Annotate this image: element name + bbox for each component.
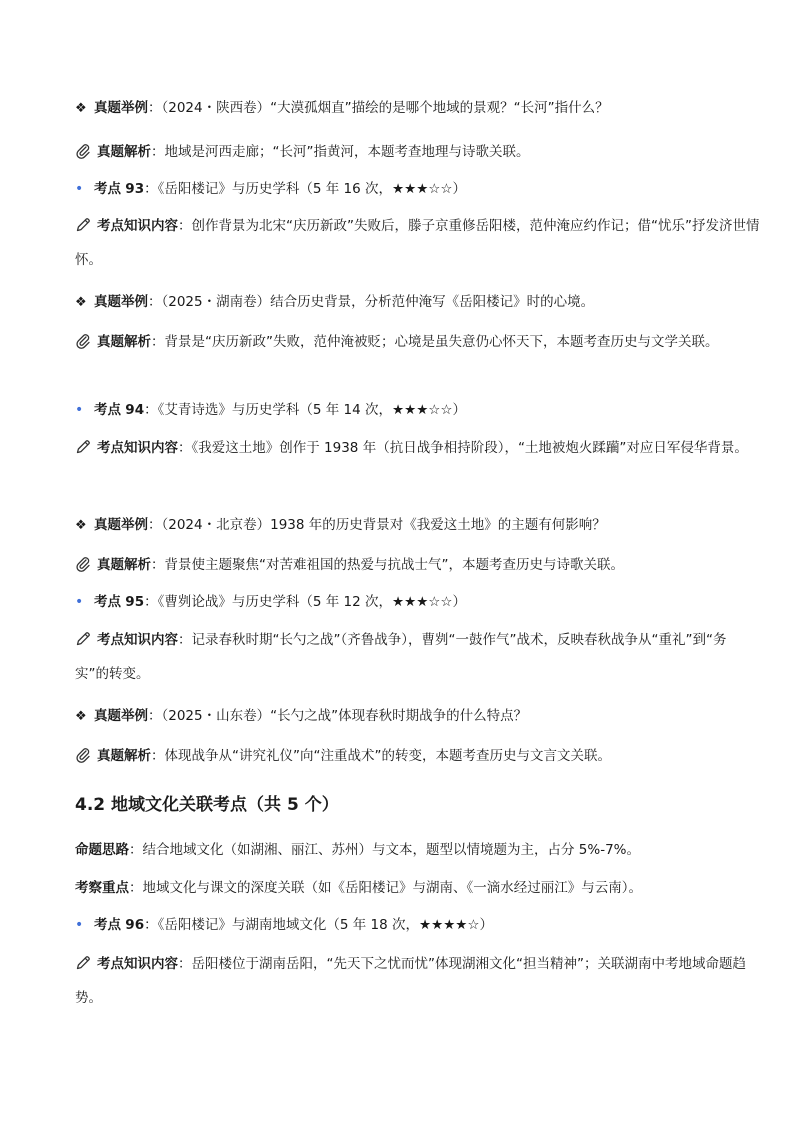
thinking-label: 命题思路 [75,842,129,858]
diamond-icon: ❖ [75,709,87,724]
knowledge-label: 考点知识内容 [97,956,178,972]
knowledge-text: ：创作背景为北宋“庆历新政”失败后，滕子京重修岳阳楼，范仲淹应约作记；借“忧乐”抒发济世情怀。 [75,218,760,268]
analysis-text: ：体现战争从“讲究礼仪”向“注重战术”的转变，本题考查历史与文言文关联。 [151,748,611,764]
point-number: 93 [125,181,145,197]
example-label: 真题举例 [94,100,148,116]
point-text: ：《岳阳楼记》与湖南地域文化（5 年 18 次，★★★★☆） [144,917,493,933]
example-text: ：（2025・山东卷）“长勺之战”体现春秋时期战争的什么特点？ [148,708,528,724]
example-label: 真题举例 [94,294,148,310]
section-heading: 4.2 地域文化关联考点（共 5 个） [75,795,339,815]
knowledge-text: ：记录春秋时期“长勺之战”（齐鲁战争），曹刿“一鼓作气”战术，反映春秋战争从“重礼”到“务实”的转变。 [75,632,727,682]
example-label: 真题举例 [94,517,148,533]
analysis-text: ：地域是河西走廊；“长河”指黄河，本题考查地理与诗歌关联。 [151,144,530,160]
paperclip-icon [75,330,97,361]
pencil-icon [75,952,97,983]
point-number: 96 [125,917,145,933]
example-line [75,97,760,120]
pencil-icon [75,214,97,245]
example-text: ：（2025・湖南卷）结合历史背景，分析范仲淹写《岳阳楼记》时的心境。 [148,294,595,310]
point-text: ：《曹刿论战》与历史学科（5 年 12 次，★★★☆☆） [144,594,466,610]
analysis-label: 真题解析 [97,748,151,764]
pencil-icon [75,628,97,659]
paperclip-icon [75,143,97,166]
knowledge-label: 考点知识内容 [97,218,178,234]
knowledge-label: 考点知识内容 [97,632,178,648]
paperclip-icon [75,747,97,770]
knowledge-line [75,625,760,690]
analysis-text: ：背景使主题聚焦“对苦难祖国的热爱与抗战士气”，本题考查历史与诗歌关联。 [151,557,624,573]
point-label: 考点 [94,181,121,197]
thinking-line [75,839,760,861]
example-text: ：（2024・北京卷）1938 年的历史背景对《我爱这土地》的主题有何影响？ [148,517,606,533]
point-line [75,399,760,421]
example-text: ：（2024・陕西卷）“大漠孤烟直”描绘的是哪个地域的景观？“长河”指什么？ [148,100,609,116]
bullet-icon: • [75,402,84,418]
example-line [75,705,760,728]
point-number: 94 [125,402,145,418]
analysis-label: 真题解析 [97,144,151,160]
analysis-line [75,141,760,166]
bullet-icon: • [75,594,84,610]
pencil-icon [75,436,97,467]
point-label: 考点 [94,917,121,933]
knowledge-line [75,433,760,467]
point-label: 考点 [94,594,121,610]
diamond-icon: ❖ [75,101,87,116]
focus-text: ：地域文化与课文的深度关联（如《岳阳楼记》与湖南、《一滴水经过丽江》与云南）。 [129,880,642,896]
bullet-icon: • [75,181,84,197]
knowledge-text: ：岳阳楼位于湖南岳阳，“先天下之忧而忧”体现湖湘文化“担当精神”；关联湖南中考地域命题趋势。 [75,956,746,1006]
point-text: ：《艾青诗选》与历史学科（5 年 14 次，★★★☆☆） [144,402,466,418]
point-line [75,591,760,613]
example-line [75,514,760,537]
focus-line [75,877,760,899]
point-label: 考点 [94,402,121,418]
diamond-icon: ❖ [75,295,87,310]
analysis-line [75,554,760,579]
point-text: ：《岳阳楼记》与历史学科（5 年 16 次，★★★☆☆） [144,181,466,197]
point-line [75,178,760,200]
thinking-text: ：结合地域文化（如湖湘、丽江、苏州）与文本，题型以情境题为主，占分 5%-7%。 [129,842,640,858]
paperclip-icon [75,556,97,579]
diamond-icon: ❖ [75,518,87,533]
knowledge-line [75,949,760,1014]
analysis-line [75,745,760,770]
knowledge-text: ：《我爱这土地》创作于 1938 年（抗日战争相持阶段），“土地被炮火蹂躏”对应日军侵华背景。 [178,440,748,456]
analysis-line [75,327,760,361]
knowledge-label: 考点知识内容 [97,440,178,456]
analysis-label: 真题解析 [97,557,151,573]
bullet-icon: • [75,917,84,933]
point-line [75,914,760,936]
knowledge-line [75,211,760,276]
example-line [75,291,760,314]
point-number: 95 [125,594,145,610]
analysis-text: ：背景是“庆历新政”失败，范仲淹被贬；心境是虽失意仍心怀天下，本题考查历史与文学关联。 [151,334,719,350]
analysis-label: 真题解析 [97,334,151,350]
example-label: 真题举例 [94,708,148,724]
focus-label: 考察重点 [75,880,129,896]
